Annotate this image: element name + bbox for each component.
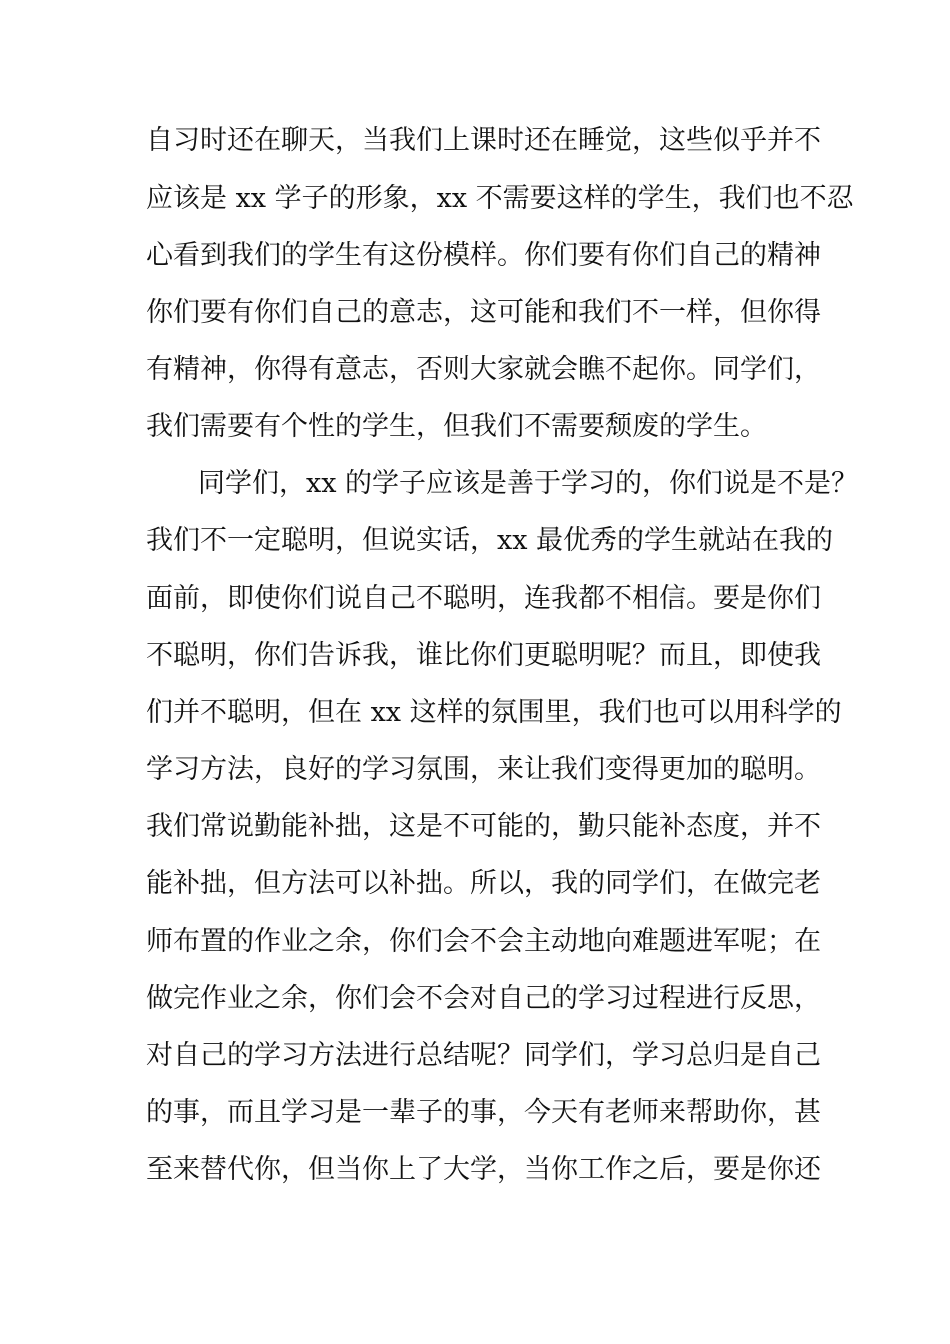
- text-line: 对自己的学习方法进行总结呢？同学们，学习总归是自己: [146, 1040, 821, 1071]
- text-line: 心看到我们的学生有这份模样。你们要有你们自己的精神: [146, 240, 821, 271]
- text-line: 我们不一定聪明，但说实话，xx 最优秀的学生就站在我的: [146, 525, 834, 556]
- text-line: 不聪明，你们告诉我，谁比你们更聪明呢？而且，即使我: [146, 640, 821, 671]
- text-line: 我们需要有个性的学生，但我们不需要颓废的学生。: [146, 411, 767, 442]
- text-line: 自习时还在聊天，当我们上课时还在睡觉，这些似乎并不: [146, 125, 821, 156]
- text-line: 师布置的作业之余，你们会不会主动地向难题进军呢；在: [146, 926, 821, 957]
- text-line: 学习方法，良好的学习氛围，来让我们变得更加的聪明。: [146, 754, 821, 785]
- text-line: 同学们，xx 的学子应该是善于学习的，你们说是不是？: [198, 468, 859, 499]
- text-line: 我们常说勤能补拙，这是不可能的，勤只能补态度，并不: [146, 811, 821, 842]
- text-line: 至来替代你，但当你上了大学，当你工作之后，要是你还: [146, 1154, 821, 1185]
- text-line: 有精神，你得有意志，否则大家就会瞧不起你。同学们，: [146, 354, 821, 385]
- text-line: 能补拙，但方法可以补拙。所以，我的同学们，在做完老: [146, 868, 821, 899]
- text-line: 们并不聪明，但在 xx 这样的氛围里，我们也可以用科学的: [146, 697, 842, 728]
- text-line: 应该是 xx 学子的形象，xx 不需要这样的学生，我们也不忍: [146, 183, 854, 214]
- text-line: 面前，即使你们说自己不聪明，连我都不相信。要是你们: [146, 583, 821, 614]
- text-line: 你们要有你们自己的意志，这可能和我们不一样，但你得: [146, 297, 821, 328]
- text-line: 的事，而且学习是一辈子的事，今天有老师来帮助你，甚: [146, 1097, 821, 1128]
- text-line: 做完作业之余，你们会不会对自己的学习过程进行反思，: [146, 983, 821, 1014]
